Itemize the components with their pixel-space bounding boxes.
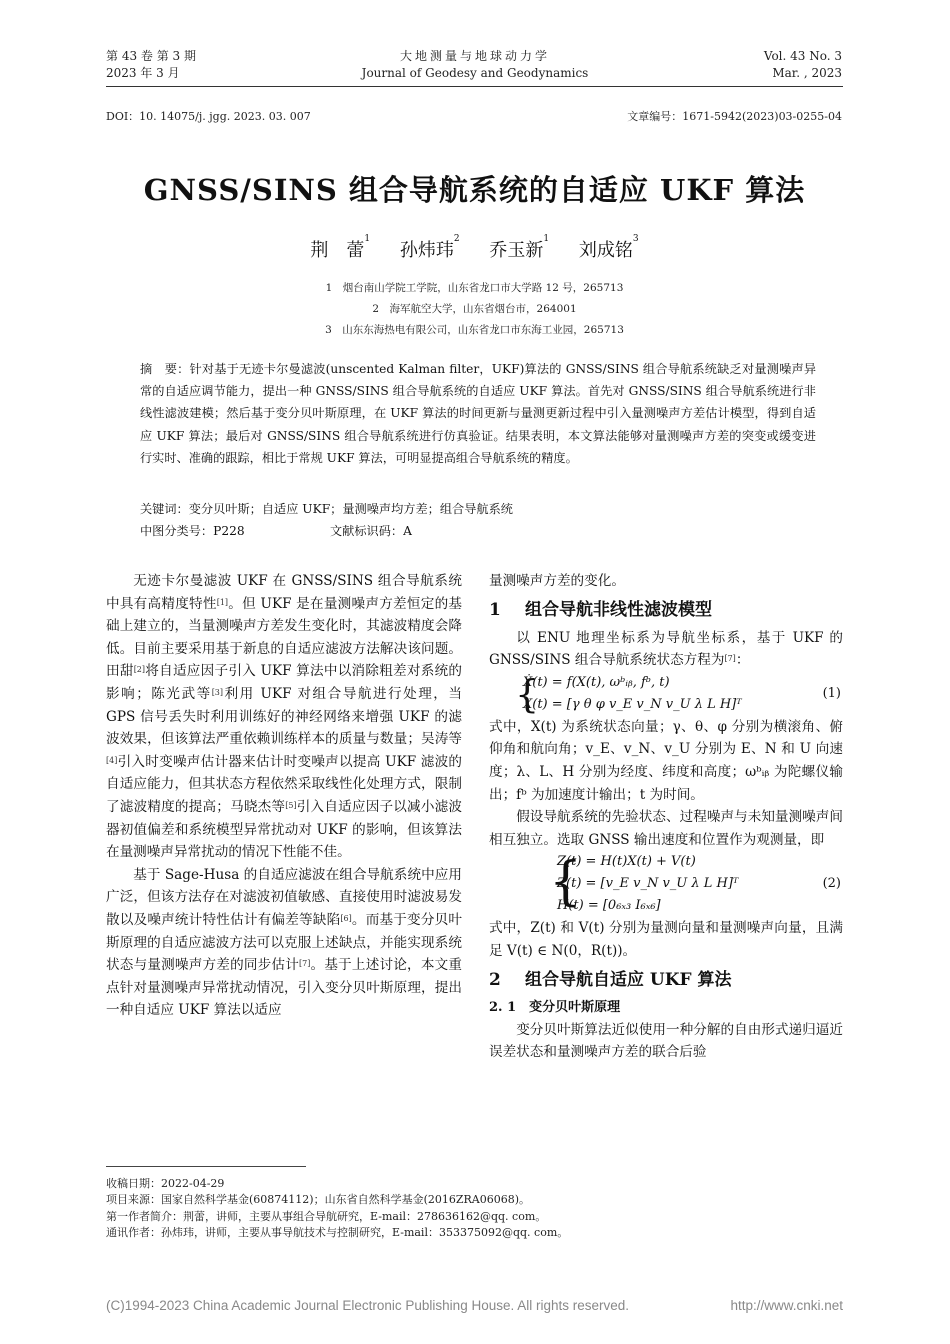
brace-icon: { xyxy=(515,671,540,716)
section-heading-2: 2 组合导航自适应 UKF 算法 xyxy=(489,969,732,990)
affiliation: 1 烟台南山学院工学院，山东省龙口市大学路 12 号，265713 xyxy=(325,282,624,294)
affiliation: 2 海军航空大学，山东省烟台市，264001 xyxy=(372,303,577,315)
equation-2 xyxy=(489,851,843,917)
citation[interactable]: [3] xyxy=(211,687,224,697)
header-volume-en xyxy=(642,48,842,82)
footnote-rule xyxy=(106,1166,306,1167)
paragraph: 假设导航系统的先验状态、过程噪声与未知量测噪声间相互独立。选取 GNSS 输出速度和位置作为观测量，即 xyxy=(489,809,843,848)
equation-line: H(t) = [0₆ₓ₃ I₆ₓ₆] xyxy=(557,898,661,914)
citation[interactable]: [6] xyxy=(340,913,352,923)
equation-line: Z(t) = [v_E v_N v_U λ L H]ᵀ xyxy=(557,876,739,892)
equation-1 xyxy=(489,672,843,716)
cnki-link[interactable]: http://www.cnki.net xyxy=(730,1298,843,1313)
doi: DOI：10. 14075/j. jgg. 2023. 03. 007 xyxy=(106,110,311,123)
footnote-first-author: 第一作者简介：荆蕾，讲师，主要从事组合导航研究，E-mail：278636162@qq. com。 xyxy=(106,1209,547,1223)
citation[interactable]: [1] xyxy=(216,597,229,607)
footnotes xyxy=(106,1176,843,1242)
journal-name-cn: 大地测量与地球动力学 xyxy=(399,49,550,63)
header-volume-en-line1: Vol. 43 No. 3 xyxy=(763,49,842,63)
right-column xyxy=(489,570,843,1064)
paragraph: 基于 Sage-Husa 的自适应滤波在组合导航系统中应用广泛，但该方法存在对滤波初值敏感、直接使用时滤波易发散以及噪声统计特性估计有偏差等缺陷[6]。而基于变分贝叶斯原理的自适应滤波方法可以克服上述缺点，并能实现系统状态与量测噪声方差的同步估计[7]。基于上述讨论，本文重点针对量测噪声异常扰动情况，引入变分贝叶斯原理，提出一种自适应 UKF 算法以适应 xyxy=(106,866,463,1019)
author: 孙炜玮$^2$ xyxy=(399,234,460,261)
equation-line: Z(t) = H(t)X(t) + V(t) xyxy=(557,854,696,870)
header-journal xyxy=(325,48,625,82)
citation[interactable]: [7] xyxy=(724,654,736,664)
affiliation: 3 山东东海热电有限公司，山东省龙口市东海工业园，265713 xyxy=(325,324,624,336)
footnote-corresponding: 通讯作者：孙炜玮，讲师，主要从事导航技术与控制研究，E-mail：353375092@qq. com。 xyxy=(106,1226,569,1240)
equation-line: X(t) = [γ θ φ v_E v_N v_U λ L H]ᵀ xyxy=(523,696,742,712)
article-id: 文章编号：1671-5942(2023)03-0255-04 xyxy=(627,110,842,123)
author: 荆 蕾$^1$ xyxy=(310,234,371,261)
abstract-label: 摘 要： xyxy=(140,362,190,376)
header-rule xyxy=(106,86,843,87)
copyright-line xyxy=(106,1298,843,1313)
footnote-received: 收稿日期：2022-04-29 xyxy=(106,1177,225,1190)
clc-number: 中图分类号：P228 xyxy=(140,524,245,538)
citation[interactable]: [2] xyxy=(133,665,146,675)
abstract xyxy=(140,358,816,469)
citation[interactable]: [5] xyxy=(285,800,297,810)
paragraph: 以 ENU 地理坐标系为导航坐标系，基于 UKF 的 GNSS/SINS 组合导航系统状态方程为[7]： xyxy=(489,629,843,669)
author-list xyxy=(106,236,843,262)
equation-number: (2) xyxy=(822,876,841,892)
brace-icon: { xyxy=(549,852,583,913)
header-date: 2023 年 3 月 xyxy=(106,66,180,80)
paragraph: 无迹卡尔曼滤波 UKF 在 GNSS/SINS 组合导航系统中具有高精度特性[1]。但 UKF 是在量测噪声方差恒定的基础上建立的，当量测噪声方差发生变化时，其滤波精度会降低。目前主要采用基于新息的自适应滤波方法解决该问题。田甜[2]将自适应因子引入 UKF 算法中以消除粗差对系统的影响；陈光武等[3]利用 UKF 对组合导航进行处理，当 GPS 信号丢失时利用训练好的神经网络来增强 UKF 的滤波效果，但该算法严重依赖训练样本的质量与数量；吴涛等[4]引入时变噪声估计器来估计时变噪声以提高 UKF 滤波的自适应能力，但其状态方程依然采取线性化处理方式，限制了滤波精度的提高；马晓杰等[5]引入自适应因子以减小滤波器初值偏差和系统模型异常扰动对 UKF 的影响，但该算法在量测噪声异常扰动的情况下性能不佳。 xyxy=(106,573,463,861)
keywords: 关键词：变分贝叶斯；自适应 UKF；量测噪声均方差；组合导航系统 xyxy=(140,502,513,516)
header-volume-info xyxy=(106,48,326,82)
paragraph: 式中，X(t) 为系统状态向量；γ、θ、φ 分别为横滚角、俯仰角和航向角；v_E、v_N、v_U 分别为 E、N 和 U 向速度；λ、L、H 分别为经度、纬度和高度；ωᵇᵢᵦ 为陀螺仪输出；fᵇ 为加速度计输出；t 为时间。 xyxy=(489,718,843,803)
header-volume: 第 43 卷 第 3 期 xyxy=(106,49,196,63)
equation-number: (1) xyxy=(822,685,841,701)
citation[interactable]: [4] xyxy=(106,755,118,765)
author: 刘成铭$^3$ xyxy=(578,234,639,261)
paragraph: 变分贝叶斯算法近似使用一种分解的自由形式递归逼近误差状态和量测噪声方差的联合后验 xyxy=(489,1021,843,1061)
left-column xyxy=(106,570,462,1022)
author: 乔玉新$^1$ xyxy=(489,234,550,261)
copyright-text: (C)1994-2023 China Academic Journal Electronic Publishing House. All rights reserved. xyxy=(106,1298,630,1313)
subsection-heading: 2. 1 变分贝叶斯原理 xyxy=(489,999,621,1015)
abstract-text: 针对基于无迹卡尔曼滤波(unscented Kalman filter，UKF)算法的 GNSS/SINS 组合导航系统缺乏对量测噪声异常的自适应调节能力，提出一种 GNSS/SINS 组合导航系统的自适应 UKF 算法。首先对 GNSS/SINS 组合导航系统进行非线性滤波建模；然后基于变分贝叶斯原理，在 UKF 算法的时间更新与量测更新过程中引入量测噪声方差估计模型，得到自适应 UKF 算法；最后对 GNSS/SINS 组合导航系统进行仿真验证。结果表明，本文算法能够对量测噪声方差的突变或缓变进行实时、准确的跟踪，相比于常规 UKF 算法，可明显提高组合导航系统的精度。 xyxy=(140,362,817,465)
section-heading-1: 1 组合导航非线性滤波模型 xyxy=(489,599,712,620)
citation[interactable]: [7] xyxy=(299,959,311,969)
footnote-funding: 项目来源：国家自然科学基金(60874112)；山东省自然科学基金(2016ZRA06068)。 xyxy=(106,1193,531,1207)
paragraph: 式中，Z(t) 和 V(t) 分别为量测向量和量测噪声向量，且满足 V(t) ∈ N(0，R(t))。 xyxy=(489,920,843,959)
paper-title: GNSS/SINS 组合导航系统的自适应 UKF 算法 xyxy=(143,173,806,207)
document-code: 文献标识码：A xyxy=(330,524,412,538)
equation-line: Ẋ(t) = f(X(t), ωᵇᵢᵦ, fᵇ, t) xyxy=(523,674,670,690)
paragraph-continuation: 量测噪声方差的变化。 xyxy=(489,573,625,589)
header-volume-en-line2: Mar. , 2023 xyxy=(772,66,842,80)
journal-name-en: Journal of Geodesy and Geodynamics xyxy=(361,66,589,80)
